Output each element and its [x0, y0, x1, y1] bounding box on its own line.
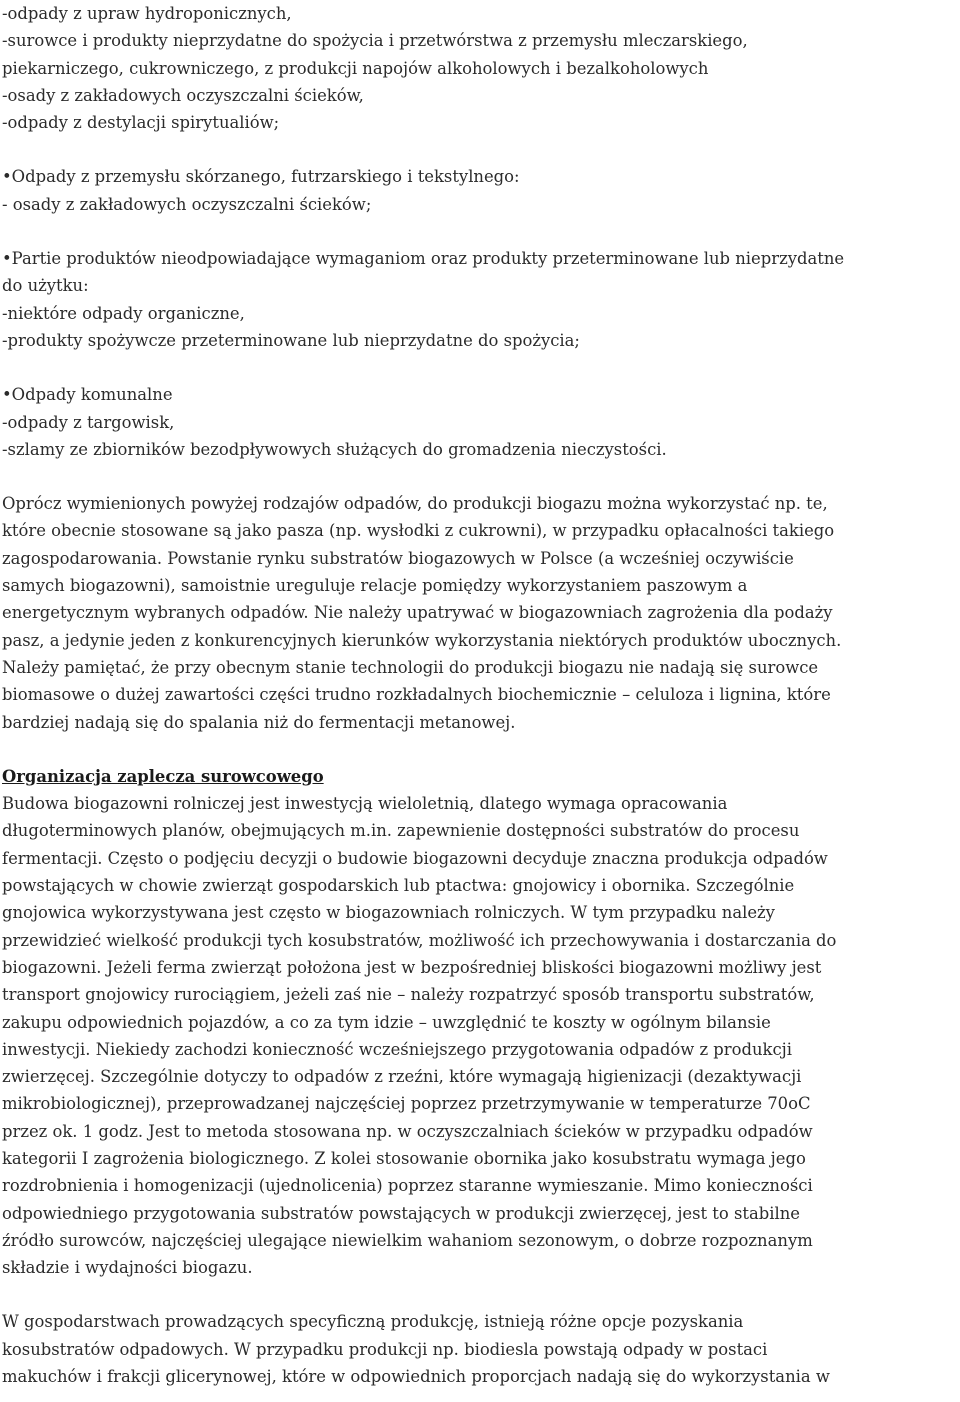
text-line: •Odpady z przemysłu skórzanego, futrzarskiego i tekstylnego:: [2, 167, 520, 187]
text-line: energetycznym wybranych odpadów. Nie należy upatrywać w biogazowniach zagrożenia dla podaży: [2, 603, 833, 623]
text-line: samych biogazowni), samoistnie ureguluje relacje pomiędzy wykorzystaniem paszowym a: [2, 576, 748, 596]
text-line: -odpady z targowisk,: [2, 412, 175, 432]
text-line: Oprócz wymienionych powyżej rodzajów odpadów, do produkcji biogazu można wykorzystać np. te,: [2, 494, 828, 514]
text-line: •Odpady komunalne: [2, 385, 173, 405]
document-page: [2, 0, 958, 1390]
text-line: mikrobiologicznej), przeprowadzanej najczęściej poprzez przetrzymywanie w temperaturze 70oC: [2, 1094, 811, 1114]
text-line: -niektóre odpady organiczne,: [2, 303, 245, 323]
list-section-municipal: [2, 381, 958, 463]
text-line: - osady z zakładowych oczyszczalni ścieków;: [2, 194, 372, 214]
text-line: do użytku:: [2, 276, 89, 296]
section-heading: Organizacja zaplecza surowcowego: [2, 766, 324, 786]
text-line: przez ok. 1 godz. Jest to metoda stosowana np. w oczyszczalniach ścieków w przypadku odpadów: [2, 1121, 813, 1141]
text-line: kategorii I zagrożenia biologicznego. Z kolei stosowanie obornika jako kosubstratu wymaga jego: [2, 1148, 806, 1168]
list-section-leather: [2, 163, 958, 218]
text-line: składzie i wydajności biogazu.: [2, 1258, 253, 1278]
spacer: [2, 136, 958, 163]
text-line: W gospodarstwach prowadzących specyficzną produkcję, istnieją różne opcje pozyskania: [2, 1312, 744, 1332]
text-line: -surowce i produkty nieprzydatne do spożycia i przetwórstwa z przemysłu mleczarskiego,: [2, 31, 748, 51]
spacer: [2, 218, 958, 245]
text-line: biomasowe o dużej zawartości części trudno rozkładalnych biochemicznie – celuloza i lignina, które: [2, 685, 831, 705]
spacer: [2, 463, 958, 490]
text-line: •Partie produktów nieodpowiadające wymaganiom oraz produkty przeterminowane lub nieprzydatne: [2, 249, 845, 269]
text-line: gnojowica wykorzystywana jest często w biogazowniach rolniczych. W tym przypadku należy: [2, 903, 775, 923]
text-line: zakupu odpowiednich pojazdów, a co za tym idzie – uwzględnić te koszty w ogólnym bilansie: [2, 1012, 771, 1032]
text-line: źródło surowców, najczęściej ulegające niewielkim wahaniom sezonowym, o dobrze rozpoznanym: [2, 1230, 813, 1250]
text-line: które obecnie stosowane są jako pasza (np. wysłodki z cukrowni), w przypadku opłacalności takiego: [2, 521, 835, 541]
list-section-hydroponic: [2, 0, 958, 136]
text-line: Należy pamiętać, że przy obecnym stanie technologii do produkcji biogazu nie nadają się surowce: [2, 657, 819, 677]
paragraph-specific-production: [2, 1308, 958, 1390]
text-line: bardziej nadają się do spalania niż do fermentacji metanowej.: [2, 712, 516, 732]
paragraph-other-waste: [2, 490, 958, 736]
text-line: długoterminowych planów, obejmujących m.in. zapewnienie dostępności substratów do procesu: [2, 821, 800, 841]
text-line: fermentacji. Często o podjęciu decyzji o budowie biogazowni decyduje znaczna produkcja odpadów: [2, 848, 828, 868]
text-line: inwestycji. Niekiedy zachodzi konieczność wcześniejszego przygotowania odpadów z produkcji: [2, 1039, 792, 1059]
text-line: biogazowni. Jeżeli ferma zwierząt położona jest w bezpośredniej bliskości biogazowni możliwy jest: [2, 957, 822, 977]
text-line: kosubstratów odpadowych. W przypadku produkcji np. biodiesla powstają odpady w postaci: [2, 1339, 768, 1359]
text-line: przewidzieć wielkość produkcji tych kosubstratów, możliwość ich przechowywania i dostarczania do: [2, 930, 837, 950]
text-line: odpowiedniego przygotowania substratów powstających w produkcji zwierzęcej, jest to stabilne: [2, 1203, 800, 1223]
text-line: -produkty spożywcze przeterminowane lub nieprzydatne do spożycia;: [2, 330, 580, 350]
spacer: [2, 354, 958, 381]
text-line: zagospodarowania. Powstanie rynku substratów biogazowych w Polsce (a wcześniej oczywiście: [2, 548, 794, 568]
text-line: pasz, a jedynie jeden z konkurencyjnych kierunków wykorzystania niektórych produktów ubocznych.: [2, 630, 842, 650]
text-line: -osady z zakładowych oczyszczalni ścieków,: [2, 85, 364, 105]
text-line: -odpady z upraw hydroponicznych,: [2, 4, 292, 23]
text-line: rozdrobnienia i homogenizacji (ujednolicenia) poprzez staranne wymieszanie. Mimo konieczności: [2, 1176, 813, 1196]
text-line: -odpady z destylacji spirytualiów;: [2, 113, 280, 133]
list-section-expired: [2, 245, 958, 354]
text-line: powstających w chowie zwierząt gospodarskich lub ptactwa: gnojowicy i obornika. Szczególnie: [2, 876, 795, 896]
text-line: zwierzęcej. Szczególnie dotyczy to odpadów z rzeźni, które wymagają higienizacji (dezaktywacji: [2, 1067, 802, 1087]
paragraph-raw-material-base: [2, 790, 958, 1281]
spacer: [2, 736, 958, 763]
text-line: transport gnojowicy rurociągiem, jeżeli zaś nie – należy rozpatrzyć sposób transportu substratów,: [2, 985, 815, 1005]
text-line: -szlamy ze zbiorników bezodpływowych służących do gromadzenia nieczystości.: [2, 439, 667, 459]
spacer: [2, 1281, 958, 1308]
text-line: Budowa biogazowni rolniczej jest inwestycją wieloletnią, dlatego wymaga opracowania: [2, 794, 728, 814]
text-line: piekarniczego, cukrowniczego, z produkcji napojów alkoholowych i bezalkoholowych: [2, 58, 709, 78]
text-line: makuchów i frakcji glicerynowej, które w odpowiednich proporcjach nadają się do wykorzystania w: [2, 1367, 830, 1387]
